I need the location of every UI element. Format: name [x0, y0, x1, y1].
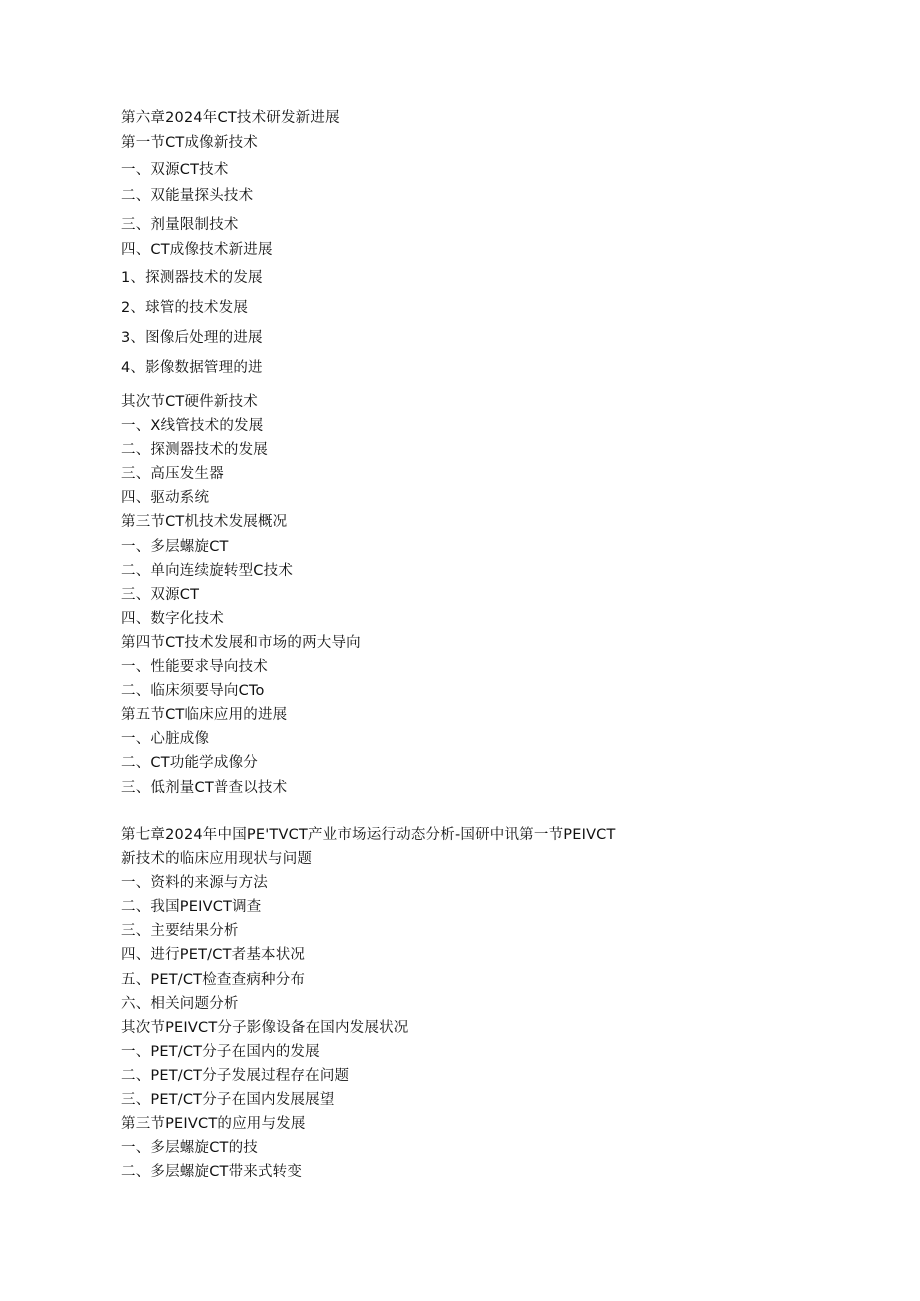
chapter-7-title-continued: 新技术的临床应用现状与问题: [121, 851, 313, 867]
toc-item: 一、PET/CT分子在国内的发展: [121, 1044, 320, 1060]
section-heading: 其次节PEIVCT分子影像设备在国内发展状况: [121, 1020, 409, 1036]
toc-item: 四、驱动系统: [121, 490, 210, 506]
toc-item: 二、双能量探头技术: [121, 188, 254, 204]
toc-item: 三、主要结果分析: [121, 923, 239, 939]
toc-item: 三、剂量限制技术: [121, 217, 239, 233]
section-heading: 第三节CT机技术发展概况: [121, 514, 288, 530]
toc-item: 一、资料的来源与方法: [121, 875, 268, 891]
toc-item: 2、球管的技术发展: [121, 300, 249, 316]
toc-item: 二、PET/CT分子发展过程存在问题: [121, 1068, 350, 1084]
section-heading: 第三节PEIVCT的应用与发展: [121, 1116, 306, 1132]
toc-item: 一、多层螺旋CT: [121, 539, 229, 555]
toc-item: 4、影像数据管理的进: [121, 360, 263, 376]
toc-item: 二、多层螺旋CT带来式转变: [121, 1164, 303, 1180]
toc-item: 四、进行PET/CT者基本状况: [121, 947, 306, 963]
toc-item: 三、双源CT: [121, 587, 200, 603]
toc-item: 1、探测器技术的发展: [121, 270, 263, 286]
toc-item: 一、双源CT技术: [121, 162, 229, 178]
toc-item: 二、临床须要导向CTo: [121, 683, 265, 699]
toc-item: 一、X线管技术的发展: [121, 418, 264, 434]
toc-item: 一、心脏成像: [121, 731, 210, 747]
section-heading: 第一节CT成像新技术: [121, 135, 258, 151]
toc-item: 六、相关问题分析: [121, 996, 239, 1012]
toc-item: 二、探测器技术的发展: [121, 442, 268, 458]
section-heading: 第四节CT技术发展和市场的两大导向: [121, 635, 361, 651]
toc-item: 四、数字化技术: [121, 611, 224, 627]
toc-item: 二、我国PEIVCT调查: [121, 899, 262, 915]
toc-item: 四、CT成像技术新进展: [121, 242, 273, 258]
toc-item: 二、单向连续旋转型C技术: [121, 563, 294, 579]
toc-item: 三、PET/CT分子在国内发展展望: [121, 1092, 335, 1108]
toc-item: 二、CT功能学成像分: [121, 755, 258, 771]
toc-item: 三、高压发生器: [121, 466, 224, 482]
section-heading: 第五节CT临床应用的进展: [121, 707, 288, 723]
chapter-6-title: 第六章2024年CT技术研发新进展: [121, 110, 340, 126]
toc-item: 一、性能要求导向技术: [121, 659, 268, 675]
toc-item: 五、PET/CT检查查病种分布: [121, 972, 306, 988]
section-heading: 其次节CT硬件新技术: [121, 394, 258, 410]
toc-item: 3、图像后处理的进展: [121, 330, 263, 346]
toc-item: 一、多层螺旋CT的技: [121, 1140, 258, 1156]
chapter-7-title: 第七章2024年中国PE'TVCT产业市场运行动态分析-国研中讯第一节PEIVCT: [121, 827, 616, 843]
toc-item: 三、低剂量CT普查以技术: [121, 780, 288, 796]
